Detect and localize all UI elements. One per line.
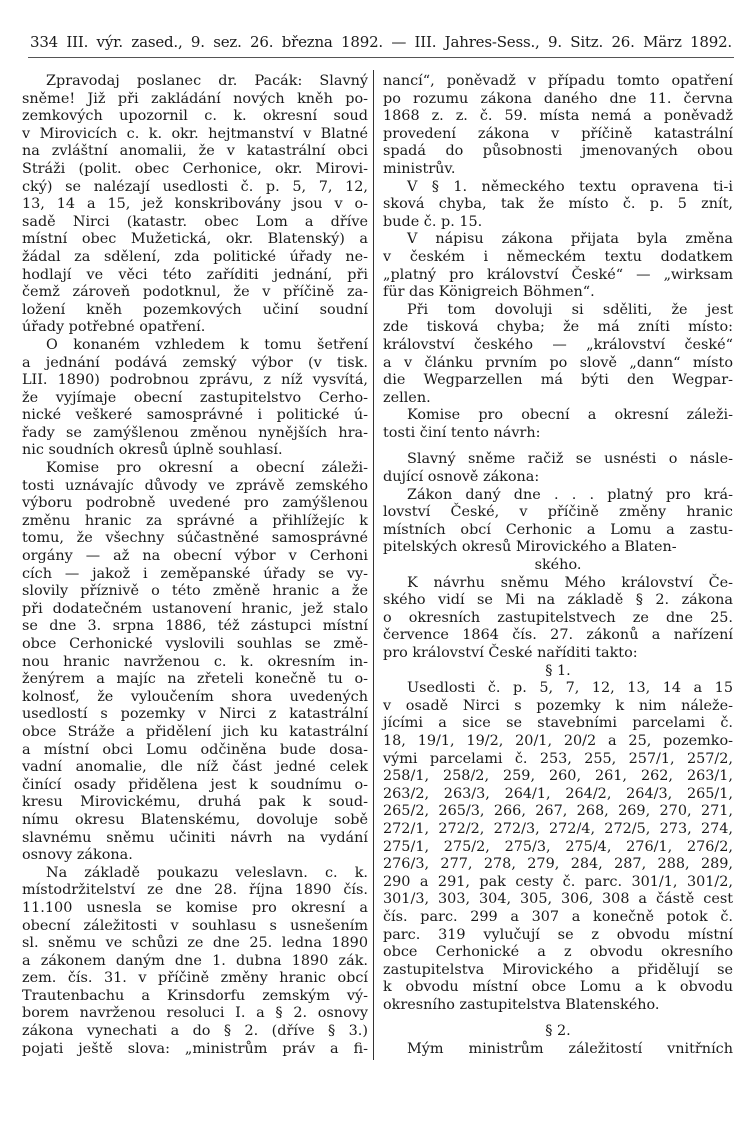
text-line: 301/3, 303, 304, 305, 306, 308 a částě cest [383, 891, 733, 908]
text-line: zákona vynechati a do § 2. (dříve § 3.) [22, 1023, 368, 1040]
text-line: parc. 319 vylučují se z obvodu místní [383, 926, 733, 943]
text-line: O konaném vzhledem k tomu šetření [46, 336, 368, 353]
text-line: Na základě poukazu veleslavn. c. k. [46, 864, 368, 881]
text-line: obce Cerhonické a z obvodu okresního [383, 944, 733, 961]
text-line: Zákon daný dne . . . platný pro krá- [407, 486, 733, 503]
text-line: obecní záležitosti v souhlasu s usnešením [22, 917, 368, 934]
text-line: vadní anomalie, dle níž část jedné celek [22, 759, 368, 776]
text-line: für das Königreich Böhmen“. [383, 284, 595, 301]
text-line: zastupitelstva Mirovického a přidělují se [383, 961, 733, 978]
text-line: sadě Nirci (katastr. obec Lom a dříve [22, 213, 368, 230]
text-line: lovství České, v příčině změny hranic [383, 504, 733, 521]
text-line: 13, 14 a 15, jež konskribovány jsou v o- [22, 196, 368, 213]
text-line: pojati ještě slova: „ministrům práv a fi- [22, 1040, 368, 1057]
text-line: V nápisu zákona přijata byla změna [407, 231, 733, 248]
text-line: Komise pro okresní a obecní záleži- [46, 460, 368, 477]
section-heading: § 2. [545, 1023, 571, 1040]
text-line: v osadě Nirci s pozemky k nim náleže- [383, 697, 733, 714]
text-line: cích — jakož i zeměpanské úřady se vy- [22, 565, 368, 582]
text-line: slovily příznivě o této změně hranic a že [22, 583, 368, 600]
text-line: se dne 3. srpna 1886, též zástupci místní [22, 618, 368, 635]
text-line: 290 a 291, pak cesty č. parc. 301/1, 301/2, [383, 873, 733, 890]
text-line: 11.100 usnesla se komise pro okresní a [22, 899, 368, 916]
text-line: července 1864 čís. 27. zákonů a nařízení [383, 627, 733, 644]
text-line: 263/2, 263/3, 264/1, 264/2, 264/3, 265/1, [383, 785, 733, 802]
text-line: místních obcí Cerhonic a Lomu a zastu- [383, 521, 733, 538]
text-line: 276/3, 277, 278, 279, 284, 287, 288, 289, [383, 856, 733, 873]
text-line: a v článku prvním po slově „dann“ místo [383, 354, 733, 371]
text-line: pro království České naříditi takto: [383, 645, 638, 661]
text-line: o okresních zastupitelstvech ze dne 25. [383, 609, 733, 626]
text-line: činící osady přidělena jest k soudnímu o- [22, 776, 368, 793]
text-line: nou hranic navrženou c. k. okresním in- [22, 653, 368, 670]
text-line: Trautenbachu a Krinsdorfu zemským vý- [22, 987, 368, 1004]
text-line: jícími a sice se stavebními parcelami č. [383, 715, 733, 732]
text-line: úřady potřebné opatření. [22, 319, 206, 336]
text-line: usedlostí s pozemky v Nirci z katastrální [22, 706, 368, 723]
text-line: provedení zákona v příčině katastrální [383, 125, 733, 142]
text-line: Komise pro obecní a okresní záleži- [407, 407, 733, 424]
text-line: čemž zároveň podotknul, že v příčině za- [22, 284, 368, 301]
text-line: V § 1. německého textu opravena ti-i [407, 178, 733, 195]
text-line: změnu hranic za správné a přihlížejíc k [22, 512, 368, 529]
text-line: zde tisková chyba; že má zníti místo: [383, 319, 733, 336]
text-line: dující osnově zákona: [383, 469, 540, 486]
running-header: 334 III. výr. zased., 9. sez. 26. března 1892. — III. Jahres-Sess., 9. Sitz. 26. März 1892. [30, 33, 732, 51]
text-line: nímu okresu Blatenskému, dovoluje sobě [22, 811, 368, 828]
text-line: borem navrženou resoluci I. a § 2. osnovy [22, 1005, 368, 1022]
text-line: zem. čís. 31. v příčině změny hranic obcí [22, 970, 368, 987]
text-line: pitelských okresů Mirovického a Blaten- [383, 539, 677, 556]
text-line: zemkových upozornil c. k. okresní soud [22, 108, 368, 125]
text-line: že vyjímaje obecní zastupitelstvo Cerho- [22, 389, 368, 406]
text-line: zellen. [383, 389, 431, 406]
text-line: kresu Mirovickému, druhá pak k soud- [22, 794, 368, 811]
text-line: obce Stráže a přidělení jich ku katastrální [22, 723, 368, 740]
section-heading: § 1. [545, 662, 571, 679]
text-line: „platný pro království České“ — „wirksam [383, 266, 733, 283]
text-line: 275/1, 275/2, 275/3, 275/4, 276/1, 276/2, [383, 838, 733, 855]
text-line: spadá do působnosti jmenovaných obou [383, 143, 733, 160]
text-line: místodržitelství ze dne 28. října 1890 čís. [22, 882, 368, 899]
text-line: království českého — „království české“ [383, 336, 733, 353]
text-line: 258/1, 258/2, 259, 260, 261, 262, 263/1, [383, 768, 733, 785]
text-line: tosti činí tento návrh: [383, 424, 541, 441]
column-divider [373, 70, 374, 1060]
text-line: 18, 19/1, 19/2, 20/1, 20/2 a 25, pozemko- [383, 732, 733, 749]
text-line: hodlají ve věci této zaříditi jednání, při [22, 266, 368, 283]
text-line: ministrův. [383, 160, 456, 177]
text-line: Stráži (polit. obec Cerhonice, okr. Mirovi- [22, 160, 368, 177]
section-heading: ského. [534, 557, 582, 574]
text-line: okresního zastupitelstva Blatenského. [383, 996, 660, 1013]
text-line: žádal za sdělení, zda politické úřady ne- [22, 248, 368, 265]
text-line: kolnosť, že vyloučením shora uvedených [22, 688, 368, 705]
text-line: při dodatečném ustanovení hranic, jež stalo [22, 600, 368, 617]
text-line: sková chyba, tak že místo č. p. 5 znít, [383, 196, 733, 213]
left-column [22, 73, 368, 1058]
text-line: po rozumu zákona daného dne 11. června [383, 90, 733, 107]
text-line: na zvláštní anomalii, že v katastrální obci [22, 143, 368, 160]
text-line: cký) se nalézají usedlosti č. p. 5, 7, 12, [22, 178, 368, 195]
text-line: a místní obci Lomu odčiněna bude dosa- [22, 741, 368, 758]
paragraph-gap [383, 1014, 733, 1023]
text-line: nické veškeré samosprávné i politické ú- [22, 407, 368, 424]
text-line: 1868 z. z. č. 59. místa nemá a poněvadž [383, 108, 733, 125]
text-line: tomu, že všechny súčastněné samosprávné [22, 530, 368, 547]
text-line: výboru podrobně uvedené pro zamýšlenou [22, 495, 368, 512]
text-line: k obvodu místní obce Lomu a k obvodu [383, 979, 733, 996]
text-line: a zákonem daným dne 1. dubna 1890 zák. [22, 952, 368, 969]
text-line: ského vidí se Mi na základě § 2. zákona [383, 592, 733, 609]
text-line: ženýrem a majíc na zřeteli konečně tu o- [22, 671, 368, 688]
text-line: a jednání podává zemský výbor (v tisk. [22, 354, 368, 371]
text-line: Zpravodaj poslanec dr. Pacák: Slavný [46, 73, 368, 89]
right-column [383, 73, 733, 1059]
text-line: Usedlosti č. p. 5, 7, 12, 13, 14 a 15 [407, 680, 733, 697]
text-line: Při tom dovoluji si sděliti, že jest [407, 301, 733, 318]
text-line: 265/2, 265/3, 266, 267, 268, 269, 270, 271, [383, 803, 733, 820]
text-line: sl. sněmu ve schůzi ze dne 25. ledna 1890 [22, 935, 368, 952]
text-line: čís. parc. 299 a 307 a konečně potok č. [383, 908, 733, 925]
text-line: obce Cerhonické vyslovili souhlas se změ- [22, 636, 368, 652]
text-line: vými parcelami č. 253, 255, 257/1, 257/2, [383, 750, 733, 767]
text-line: nancí“, poněvadž v případu tomto opatření [383, 73, 733, 89]
text-line: Slavný sněme račiž se usnésti o násle- [407, 451, 733, 468]
text-line: v českém i německém textu dodatkem [383, 248, 733, 265]
text-line: místní obec Mužetická, okr. Blatenský) a [22, 231, 368, 248]
text-line: řady se zamýšlenou změnou nynějších hra- [22, 424, 368, 441]
header-rule [28, 57, 734, 58]
text-line: bude č. p. 15. [383, 213, 483, 230]
text-line: slavnému sněmu učiniti návrh na vydání [22, 829, 368, 846]
text-line: osnovy zákona. [22, 847, 133, 864]
text-line: sněme! Již při zakládání nových kněh po- [22, 90, 368, 107]
text-line: K návrhu sněmu Mého království Če- [407, 574, 733, 591]
text-line: 272/1, 272/2, 272/3, 272/4, 272/5, 273, 274, [383, 820, 733, 837]
text-line: ložení kněh pozemkových učiní soudní [22, 301, 368, 318]
text-line: tosti uznávajíc důvody ve zprávě zemského [22, 477, 368, 494]
text-line: LII. 1890) podrobnou zprávu, z níž vysvítá, [22, 372, 368, 389]
text-line: die Wegparzellen má býti den Wegpar- [383, 372, 733, 389]
text-line: v Mirovicích c. k. okr. hejtmanství v Blatné [22, 125, 368, 142]
text-line: nic soudních okresů úplně souhlasí. [22, 442, 283, 459]
text-line: orgány — až na obecní výbor v Cerhoni [22, 548, 368, 565]
text-line: Mým ministrům záležitostí vnitřních [407, 1041, 733, 1058]
